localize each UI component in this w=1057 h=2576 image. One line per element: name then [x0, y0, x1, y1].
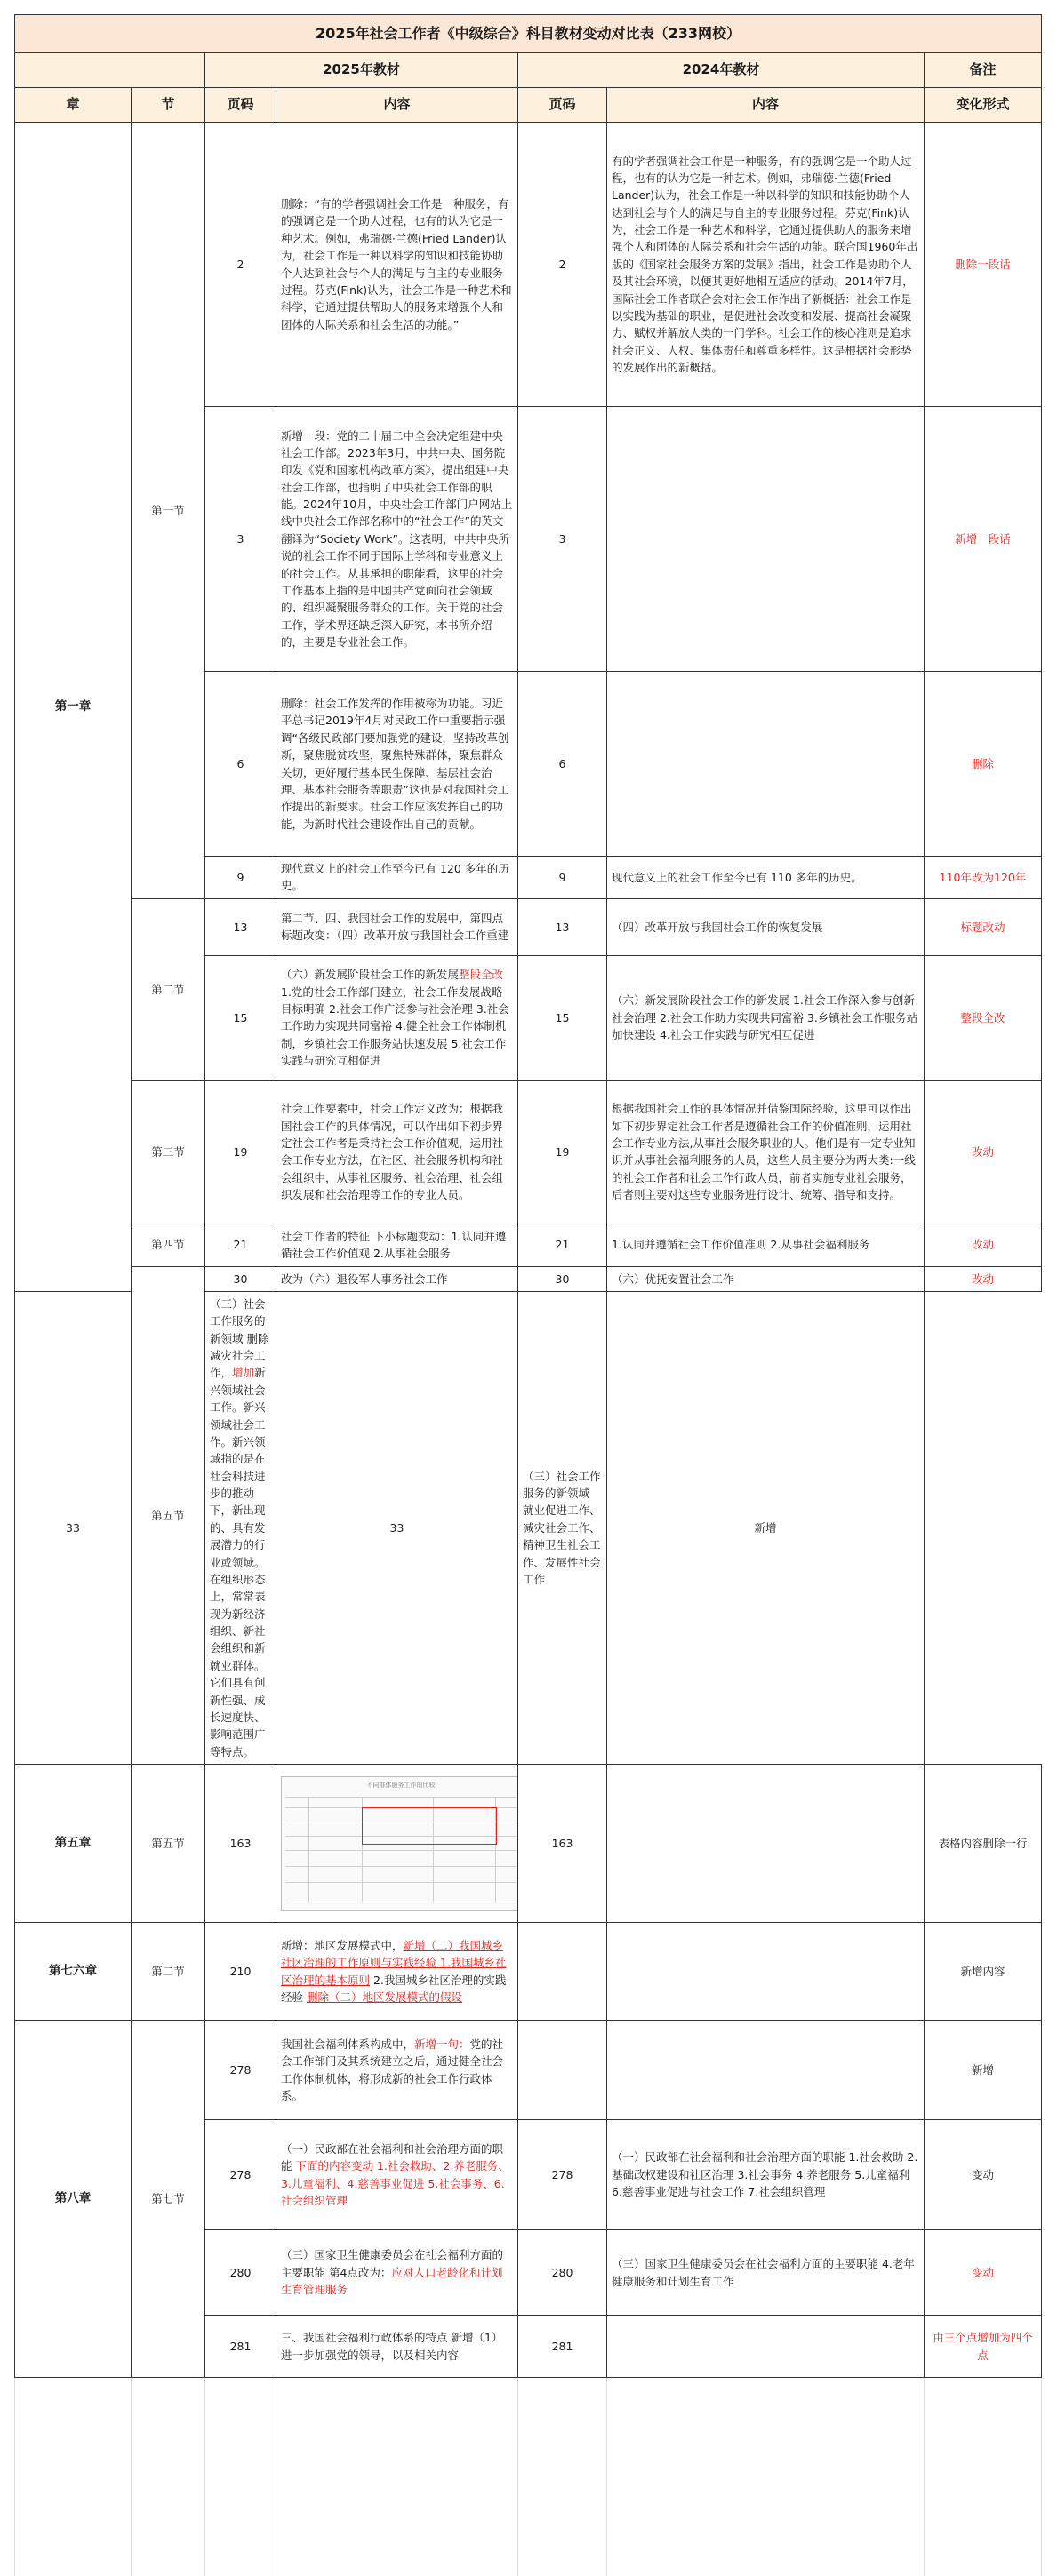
change-type-cell: 改动	[925, 1266, 1042, 1291]
content-2024-cell	[607, 1765, 925, 1923]
table-row	[15, 898, 1042, 955]
change-type-cell: 新增内容	[925, 1923, 1042, 2021]
page-2024-cell: 281	[518, 2316, 607, 2378]
content-part: 党的社会工作部门及其系统建立之后，通过健全社会工作体制机体，将形成新的社会工作行政体系。	[281, 2038, 503, 2102]
content-part: 2.我国城乡社区治理的实践经验	[281, 1974, 506, 2004]
page-2025-cell: 13	[205, 898, 276, 955]
content-2024-cell: （三）社会工作服务的新领域 就业促进工作、减灾社会工作、精神卫生社会工作、发展性社会工作	[518, 1291, 607, 1764]
page-2024-cell: 15	[518, 955, 607, 1080]
content-2025-cell	[276, 2120, 518, 2230]
section-cell: 第五节	[132, 1266, 205, 1765]
table-row	[15, 1080, 1042, 1224]
content-part: （三）国家卫生健康委员会在社会福利方面的主要职能 第4点改为：	[281, 2248, 503, 2278]
thumbnail-caption: 不同群体服务工作的比较	[282, 1781, 518, 1790]
change-type-cell: 新增	[925, 2021, 1042, 2120]
content-highlight: 1.我国城乡社区治理的基本原则	[281, 1956, 506, 1986]
content-highlight: 整段全改	[459, 968, 503, 981]
content-2025-cell: 新增一段：党的二十届二中全会决定组建中央社会工作部。2023年3月，中共中央、国务院印发《党和国家机构改革方案》，提出组建中央社会工作部，也指明了中央社会工作部的职能。2024年10月，中央社会工作部门户网站上线中央社会工作部名称中的“社会工作”的英文翻译为“Society Work”。这表明，中共中央所说的社会工作不同于国际上学科和专业意义上的社会工作。从其承担的职能看，这里的社会工作基本上指的是中国共产党面向社会领域的、组织凝聚服务群众的工作。关于党的社会工作，学术界还缺乏深入研究，本书所介绍的，主要是专业社会工作。	[276, 407, 518, 672]
content-2025-cell	[276, 2230, 518, 2316]
table-screenshot-thumbnail	[281, 1776, 518, 1911]
content-2025-cell	[276, 955, 518, 1080]
page-2025-header: 页码	[205, 88, 276, 123]
change-type-cell: 变动	[925, 2230, 1042, 2316]
change-type-cell: 标题改动	[925, 898, 1042, 955]
content-part: 我国社会福利体系构成中，	[281, 2038, 414, 2051]
content-part: （三）社会工作服务的新领域 删除减灾社会工作，	[210, 1297, 268, 1380]
content-2024-cell: （六）优抚安置社会工作	[607, 1266, 925, 1291]
content-2024-cell	[607, 672, 925, 857]
table-title: 2025年社会工作者《中级综合》科目教材变动对比表（233网校）	[15, 15, 1042, 53]
table-row	[15, 1224, 1042, 1266]
change-type-cell: 110年改为120年	[925, 857, 1042, 899]
page-2025-cell: 19	[205, 1080, 276, 1224]
comparison-table	[14, 14, 1042, 2576]
section-cell: 第五节	[132, 1765, 205, 1923]
content-2025-cell: 改为（六）退役军人事务社会工作	[276, 1266, 518, 1291]
change-type-cell: 变动	[925, 2120, 1042, 2230]
page-2025-cell: 210	[205, 1923, 276, 2021]
page-2025-cell: 163	[205, 1765, 276, 1923]
page-2024-cell: 3	[518, 407, 607, 672]
page-2025-cell: 33	[15, 1291, 132, 1764]
content-2024-cell: （一）民政部在社会福利和社会治理方面的职能 1.社会救助 2.基础政权建设和社区治理 3.社会事务 4.养老服务 5.儿童福利 6.慈善事业促进与社会工作 7.社会组织管理	[607, 2120, 925, 2230]
content-2024-cell: 有的学者强调社会工作是一种服务，有的强调它是一个助人过程，也有的认为它是一种艺术。例如，弗瑞德·兰德(Fried Lander)认为，社会工作是一种以科学的知识和技能协助个人达到社会与个人的满足与自主的专业服务过程。芬克(Fink)认为，社会工作是一种艺术和科学，它通过提供助人的服务来增强个人和团体的人际关系和社会生活的功能。联合国1960年出版的《国家社会服务方案的发展》指出，社会工作是协助个人及其社会环境，以便其更好地相互适应的活动。2014年7月，国际社会工作者联合会对社会工作作出了新概括：社会工作是以实践为基础的职业，是促进社会改变和发展、提高社会凝聚力、赋权并解放人类的一门学科。社会工作的核心准则是追求社会正义、人权、集体责任和尊重多样性。这是根据社会形势的发展作出的新概括。	[607, 123, 925, 407]
change-type-cell: 改动	[925, 1080, 1042, 1224]
page-2025-cell: 15	[205, 955, 276, 1080]
page-2025-cell: 30	[205, 1266, 276, 1291]
change-type-cell: 整段全改	[925, 955, 1042, 1080]
page-2025-cell: 6	[205, 672, 276, 857]
content-highlight: 增加	[232, 1366, 254, 1379]
page-2024-cell: 19	[518, 1080, 607, 1224]
section-cell: 第四节	[132, 1224, 205, 1266]
empty-row	[15, 2378, 1042, 2576]
page-2024-header: 页码	[518, 88, 607, 123]
content-2024-cell: （四）改革开放与我国社会工作的恢复发展	[607, 898, 925, 955]
page-2025-cell: 2	[205, 123, 276, 407]
content-2024-cell	[607, 1923, 925, 2021]
page-2024-cell: 33	[276, 1291, 518, 1764]
chapter-header: 章	[15, 88, 132, 123]
page-2025-cell: 280	[205, 2230, 276, 2316]
section-cell: 第三节	[132, 1080, 205, 1224]
page-2025-cell: 9	[205, 857, 276, 899]
change-type-cell: 由三个点增加为四个点	[925, 2316, 1042, 2378]
page-2024-cell: 278	[518, 2120, 607, 2230]
chapter-cell: 第八章	[15, 2021, 132, 2378]
content-2024-cell	[607, 407, 925, 672]
page-2025-cell: 278	[205, 2021, 276, 2120]
section-cell: 第二节	[132, 898, 205, 1080]
page-2024-cell: 280	[518, 2230, 607, 2316]
section-header: 节	[132, 88, 205, 123]
content-2025-cell	[276, 1765, 518, 1923]
content-2025-cell: 删除：“有的学者强调社会工作是一种服务，有的强调它是一个助人过程，也有的认为它是一种艺术。例如，弗瑞德·兰德(Fried Lander)认为，社会工作是一种以科学的知识和技能协助个人达到社会与个人的满足与自主的专业服务过程。芬克(Fink)认为，社会工作是一种艺术和科学，它通过提供帮助人的服务来增强个人和团体的人际关系和社会生活的功能。”	[276, 123, 518, 407]
page-2025-cell: 281	[205, 2316, 276, 2378]
content-2025-cell: 第二节、四、我国社会工作的发展中，第四点标题改变：（四）改革开放与我国社会工作重建	[276, 898, 518, 955]
content-2024-cell: （六）新发展阶段社会工作的新发展 1.社会工作深入参与创新社会治理 2.社会工作助力实现共同富裕 3.乡镇社会工作服务站加快建设 4.社会工作实践与研究相互促进	[607, 955, 925, 1080]
chapter-cell: 第一章	[15, 123, 132, 1292]
section-cell: 第七节	[132, 2021, 205, 2378]
page-2025-cell: 278	[205, 2120, 276, 2230]
page-2024-cell: 2	[518, 123, 607, 407]
content-highlight: 新增一句：	[414, 2038, 470, 2051]
page-2025-cell: 21	[205, 1224, 276, 1266]
table-row	[15, 1923, 1042, 2021]
page-2025-cell: 3	[205, 407, 276, 672]
content-part: （六）新发展阶段社会工作的新发展	[281, 968, 459, 981]
content-2025-cell: 社会工作要素中，社会工作定义改为：根据我国社会工作的具体情况，可以作出如下初步界定社会工作者是秉持社会工作价值观，运用社会工作专业方法，在社区、社会服务机构和社会组织中，从事社区服务、社会治理、社会组织发展和社会治理等工作的专业人员。	[276, 1080, 518, 1224]
section-cell: 第一节	[132, 123, 205, 899]
change-type-cell: 删除	[925, 672, 1042, 857]
page-2024-cell	[518, 1923, 607, 2021]
content-highlight: 下面的内容变动 1.社会救助、2.养老服务、3.儿童福利、4.慈善事业促进 5.社会事务、6.社会组织管理	[281, 2159, 509, 2207]
table-row	[15, 123, 1042, 407]
content-2025-header: 内容	[276, 88, 518, 123]
content-highlight: 删除（二）地区发展模式的假设	[307, 1990, 462, 2004]
content-part: （一）民政部在社会福利和社会治理方面的职能	[281, 2142, 503, 2173]
content-2024-cell	[607, 2316, 925, 2378]
section-cell: 第二节	[132, 1923, 205, 2021]
page-2024-cell	[518, 2021, 607, 2120]
change-type-cell: 改动	[925, 1224, 1042, 1266]
content-2025-cell: 现代意义上的社会工作至今已有 120 多年的历史。	[276, 857, 518, 899]
content-2025-cell	[205, 1291, 276, 1764]
change-type-cell: 删除一段话	[925, 123, 1042, 407]
table-row	[15, 1765, 1042, 1923]
content-2024-cell: 根据我国社会工作的具体情况并借鉴国际经验，这里可以作出如下初步界定社会工作者是遵循社会工作的价值准则，运用社会工作专业方法,从事社会服务职业的人。他们是有一定专业知识并从事社会福利服务的人员，这些人员主要分为两大类:一线的社会工作者和社会工作行政人员，前者实施专业社会服务，后者则主要对这些专业服务进行设计、统筹、指导和支持。	[607, 1080, 925, 1224]
change-type-cell: 新增	[607, 1291, 925, 1764]
change-type-cell: 表格内容删除一行	[925, 1765, 1042, 1923]
content-2025-cell	[276, 2021, 518, 2120]
page-2024-cell: 6	[518, 672, 607, 857]
group-2025-header: 2025年教材	[205, 53, 518, 88]
page-2024-cell: 21	[518, 1224, 607, 1266]
chapter-cell: 第七六章	[15, 1923, 132, 2021]
content-2025-cell: 三、我国社会福利行政体系的特点 新增（1）进一步加强党的领导，以及相关内容	[276, 2316, 518, 2378]
page-2024-cell: 30	[518, 1266, 607, 1291]
content-highlight: 应对人口老龄化和计划生育管理服务	[281, 2266, 502, 2296]
content-part: 新兴领域社会工作。新兴领域社会工作。新兴领域指的是在社会科技进步的推动下，新出现的、具有发展潜力的行业或领域。在组织形态上，常常表现为新经济组织、新社会组织和新就业群体。它们具有创新性强、成长速度快、影响范围广等特点。	[210, 1366, 266, 1758]
content-highlight: 新增（二）我国城乡社区治理的工作原则与实践经验	[281, 1939, 503, 1969]
content-2024-cell: 现代意义上的社会工作至今已有 110 多年的历史。	[607, 857, 925, 899]
content-2025-cell: 社会工作者的特征 下小标题变动：1.认同并遵循社会工作价值观 2.从事社会服务	[276, 1224, 518, 1266]
content-2024-cell: （三）国家卫生健康委员会在社会福利方面的主要职能 4.老年健康服务和计划生育工作	[607, 2230, 925, 2316]
content-part: 新增：地区发展模式中，	[281, 1939, 404, 1952]
content-2025-cell	[276, 1923, 518, 2021]
change-type-header: 变化形式	[925, 88, 1042, 123]
content-2025-cell: 删除：社会工作发挥的作用被称为功能。习近平总书记2019年4月对民政工作中重要指示强调“各级民政部门要加强党的建设，坚持改革创新，聚焦脱贫攻坚，聚焦特殊群体，聚焦群众关切，更好履行基本民生保障、基层社会治理、基本社会服务等职责”这也是对我国社会工作提出的新要求。社会工作应该发挥自己的功能，为新时代社会建设作出自己的贡献。	[276, 672, 518, 857]
page-2024-cell: 13	[518, 898, 607, 955]
note-header: 备注	[925, 53, 1042, 88]
page-2024-cell: 9	[518, 857, 607, 899]
change-type-cell: 新增一段话	[925, 407, 1042, 672]
table-row	[15, 1266, 1042, 1291]
chapter-cell: 第五章	[15, 1765, 132, 1923]
table-row	[15, 2021, 1042, 2120]
content-2024-header: 内容	[607, 88, 925, 123]
content-2024-cell	[607, 2021, 925, 2120]
page-2024-cell: 163	[518, 1765, 607, 1923]
content-part: 1.党的社会工作部门建立，社会工作发展战略目标明确 2.社会工作广泛参与社会治理 3.社会工作助力实现共同富裕 4.健全社会工作体制机制，乡镇社会工作服务站快速发展 5.社会工作实践与研究互相促进	[281, 985, 509, 1068]
group-2024-header: 2024年教材	[518, 53, 925, 88]
content-2024-cell: 1.认同并遵循社会工作价值准则 2.从事社会福利服务	[607, 1224, 925, 1266]
